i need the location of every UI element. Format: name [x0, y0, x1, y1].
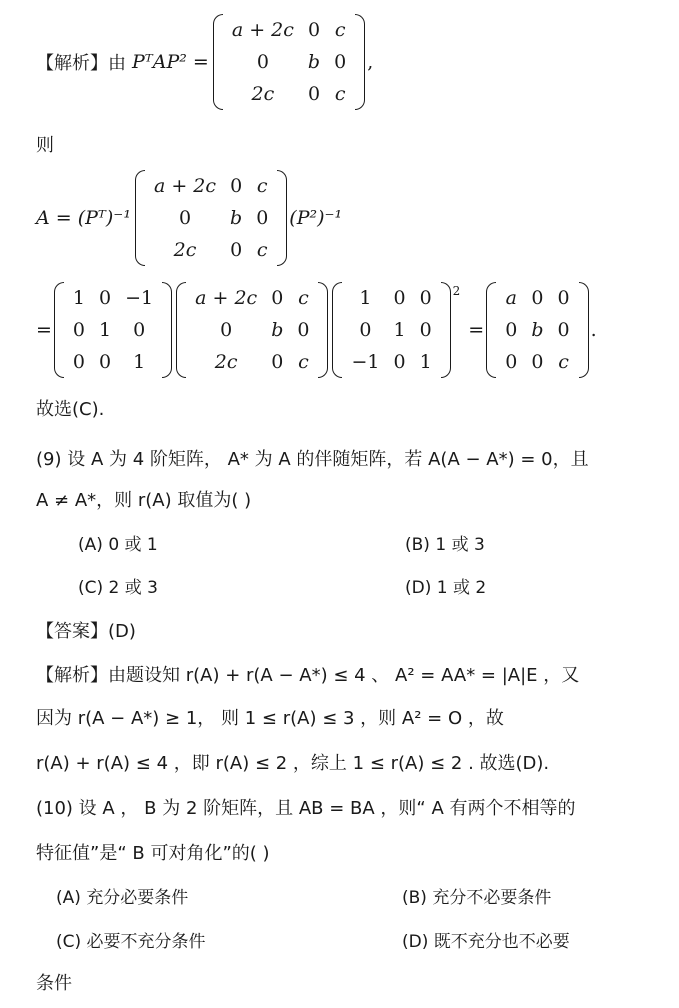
- matrix-m1-row: [147, 202, 275, 234]
- matrix-m5-row: [498, 282, 576, 314]
- period: .: [590, 319, 597, 341]
- then-word: 则: [36, 135, 54, 156]
- matrix-m3-cell: c: [298, 287, 309, 309]
- matrix-m0-cell: 0: [256, 51, 269, 73]
- analysis-label-2: 【解析】: [36, 665, 108, 686]
- q9-line-2: A ≠ A*，则 r(A) 取值为( ): [36, 490, 252, 511]
- matrix-m5-cell: 0: [557, 287, 570, 309]
- matrix-m0-cell: 0: [334, 51, 347, 73]
- matrix-m0-cell: b: [307, 51, 321, 73]
- matrix-m1-cell: 2c: [173, 239, 197, 261]
- equals-sign-2: =: [468, 319, 485, 341]
- matrix-m4: [332, 282, 450, 378]
- q9-line-1: (9) 设 A 为 4 阶矩阵， A* 为 A 的伴随矩阵，若 A(A − A*) = 0，且: [36, 449, 589, 470]
- q9-option-c: [78, 574, 158, 602]
- matrix-m0-row: [225, 46, 353, 78]
- rhs-expression: (P²)⁻¹: [289, 207, 343, 229]
- matrix-m4-row: [344, 314, 438, 346]
- q10-option-b: [402, 884, 551, 912]
- matrix-m1-cell: 0: [178, 207, 192, 229]
- matrix-m1: [135, 170, 287, 266]
- q10-option-a-text: 充分必要条件: [86, 888, 189, 908]
- matrix-m2-row: [66, 314, 160, 346]
- q9-answer: [36, 618, 136, 646]
- q10-option-d-overflow: 条件: [36, 973, 72, 994]
- matrix-m2-cell: 1: [133, 351, 146, 373]
- matrix-m4-cell: 0: [393, 287, 406, 309]
- q10-option-b-text: 充分不必要条件: [432, 888, 552, 908]
- matrix-m2: [54, 282, 172, 378]
- matrix-m2-table: [66, 282, 160, 378]
- matrix-m2-cell: 0: [99, 351, 112, 373]
- matrix-m3-cell: 0: [271, 287, 284, 309]
- q9-option-a: [78, 531, 158, 559]
- equals-sign: =: [36, 319, 52, 341]
- matrix-m5-row: [498, 346, 576, 378]
- matrix-m2-row: [66, 282, 160, 314]
- q9-option-a-text: 0 或 1: [108, 535, 158, 555]
- matrix-m0-cell: c: [334, 83, 346, 105]
- q9-analysis-line-1: [36, 662, 579, 690]
- q9-option-b-label: (B): [405, 535, 430, 555]
- matrix-m5-cell: 0: [531, 351, 544, 373]
- q10-option-d: [402, 928, 570, 956]
- matrix-m2-cell: 0: [72, 351, 86, 373]
- matrix-m4-cell: 0: [393, 351, 406, 373]
- analysis-line-1: [36, 14, 373, 110]
- q10-option-b-label: (B): [402, 888, 427, 908]
- q10-option-d-text: 既不充分也不必要: [433, 932, 570, 952]
- q9-option-a-label: (A): [78, 535, 103, 555]
- matrix-m5-cell: 0: [505, 319, 518, 341]
- matrix-m2-row: [66, 346, 160, 378]
- matrix-m4-cell: −1: [351, 351, 380, 373]
- by-word: 由: [108, 53, 126, 74]
- matrix-m1-cell: 0: [230, 175, 243, 197]
- matrix-m5: [486, 282, 588, 378]
- matrix-m0-row: [225, 78, 353, 110]
- matrix-m5-cell: c: [558, 351, 569, 373]
- matrix-m1-row: [147, 170, 275, 202]
- matrix-m3-cell: 0: [220, 319, 233, 341]
- matrix-m1-cell: c: [256, 239, 268, 261]
- matrix-m0: [213, 14, 365, 110]
- matrix-m3-cell: 0: [271, 351, 284, 373]
- q10-option-c: [56, 928, 206, 956]
- matrix-m5-table: [498, 282, 576, 378]
- matrix-m3: [176, 282, 328, 378]
- q10-option-c-text: 必要不充分条件: [86, 932, 206, 952]
- matrix-m1-cell: c: [256, 175, 268, 197]
- matrix-m3-cell: 0: [297, 319, 310, 341]
- matrix-m4-cell: 1: [419, 351, 432, 373]
- matrix-m1-cell: a + 2c: [153, 175, 217, 197]
- matrix-m0-cell: 0: [307, 19, 321, 41]
- q9-option-b-text: 1 或 3: [435, 535, 485, 555]
- q9-option-c-text: 2 或 3: [108, 578, 158, 598]
- matrix-m4-row: [344, 282, 438, 314]
- matrix-m1-cell: 0: [230, 239, 243, 261]
- q9-option-d-text: 1 或 2: [436, 578, 487, 598]
- matrix-m4-cell: 1: [393, 319, 406, 341]
- matrix-m4-cell: 1: [359, 287, 372, 309]
- answer-value: (D): [108, 621, 136, 642]
- matrix-m0-row: [225, 14, 353, 46]
- matrix-m5-cell: 0: [505, 351, 518, 373]
- matrix-m4-cell: 0: [419, 319, 432, 341]
- matrix-m5-row: [498, 314, 576, 346]
- q10-option-a: [56, 884, 188, 912]
- matrix-m1-table: [147, 170, 275, 266]
- matrix-m2-cell: 1: [99, 319, 112, 341]
- matrix-m3-cell: c: [298, 351, 309, 373]
- matrix-m3-cell: b: [271, 319, 284, 341]
- q10-option-a-label: (A): [56, 888, 81, 908]
- matrix-m3-cell: a + 2c: [195, 287, 258, 309]
- matrix-m2-cell: 0: [99, 287, 112, 309]
- square-exponent: 2: [452, 284, 461, 298]
- matrix-m3-row: [188, 282, 316, 314]
- matrix-m3-table: [188, 282, 316, 378]
- matrix-m2-cell: 1: [72, 287, 86, 309]
- matrix-m3-row: [188, 346, 316, 378]
- matrix-m0-table: [225, 14, 353, 110]
- matrix-m3-row: [188, 314, 316, 346]
- q9-option-c-label: (C): [78, 578, 104, 598]
- matrix-m5-cell: a: [505, 287, 517, 309]
- equation-line-2: [36, 170, 342, 266]
- matrix-m5-cell: 0: [557, 319, 570, 341]
- q10-option-c-label: (C): [56, 932, 82, 952]
- q9-option-b: [405, 531, 485, 559]
- matrix-m1-cell: 0: [256, 207, 269, 229]
- matrix-m0-cell: 2c: [251, 83, 275, 105]
- matrix-m4-row: [344, 346, 438, 378]
- matrix-m3-cell: 2c: [214, 351, 238, 373]
- equation-line-3: [36, 282, 597, 378]
- matrix-m2-cell: 0: [72, 319, 86, 341]
- matrix-m4-cell: 0: [419, 287, 432, 309]
- matrix-m2-cell: −1: [125, 287, 154, 309]
- q9-option-d-label: (D): [405, 578, 432, 598]
- matrix-m4-table: [344, 282, 438, 378]
- matrix-m0-cell: c: [334, 19, 346, 41]
- matrix-m2-cell: 0: [133, 319, 146, 341]
- q9-option-d: [405, 574, 486, 602]
- matrix-m0-cell: 0: [307, 83, 321, 105]
- analysis-label: 【解析】: [36, 53, 108, 74]
- q9-analysis-line-3: r(A) + r(A) ≤ 4 ，即 r(A) ≤ 2 ，综上 1 ≤ r(A) ≤ 2 . 故选(D).: [36, 753, 550, 774]
- q10-line-1: (10) 设 A ， B 为 2 阶矩阵，且 AB = BA ，则“ A 有两个不相等的: [36, 798, 576, 819]
- matrix-m0-cell: a + 2c: [231, 19, 294, 41]
- q10-line-2: 特征值”是“ B 可对角化”的( ): [36, 843, 270, 864]
- matrix-m5-cell: b: [531, 319, 544, 341]
- select-c: 故选(C).: [36, 399, 105, 420]
- matrix-m1-cell: b: [230, 207, 243, 229]
- comma: ,: [367, 51, 374, 73]
- answer-label: 【答案】: [36, 621, 108, 642]
- matrix-m4-cell: 0: [359, 319, 372, 341]
- lhs-expression: PᵀAP² =: [132, 51, 209, 73]
- matrix-m5-cell: 0: [531, 287, 544, 309]
- matrix-m1-row: [147, 234, 275, 266]
- q9-analysis-text-1: 由题设知 r(A) + r(A − A*) ≤ 4 、 A² = AA* = |A|E ，又: [108, 665, 580, 686]
- lhs-A: A = (Pᵀ)⁻¹: [36, 207, 131, 229]
- q10-option-d-label: (D): [402, 932, 429, 952]
- q9-analysis-line-2: 因为 r(A − A*) ≥ 1， 则 1 ≤ r(A) ≤ 3 ，则 A² = O ，故: [36, 708, 504, 729]
